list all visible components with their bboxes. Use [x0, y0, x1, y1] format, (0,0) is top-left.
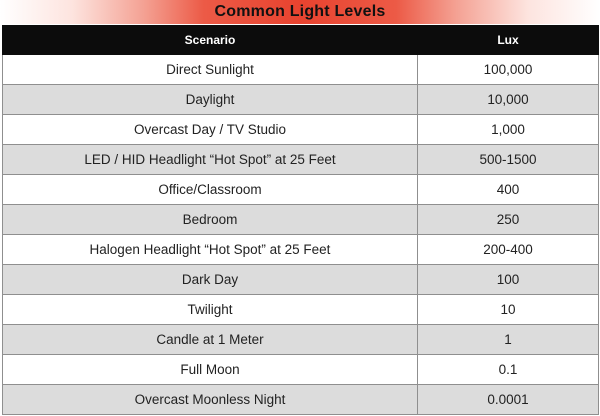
table-row [3, 295, 599, 325]
lux-cell: 250 [418, 205, 599, 235]
table-header [3, 26, 599, 55]
lux-cell: 400 [418, 175, 599, 205]
title-banner [0, 0, 600, 24]
table-row [3, 235, 599, 265]
scenario-cell: Full Moon [3, 355, 418, 385]
table-row [3, 355, 599, 385]
column-header-lux: Lux [418, 26, 599, 55]
table-row [3, 175, 599, 205]
lux-cell: 0.0001 [418, 385, 599, 415]
scenario-cell: Halogen Headlight “Hot Spot” at 25 Feet [3, 235, 418, 265]
scenario-cell: Office/Classroom [3, 175, 418, 205]
header-row [3, 26, 599, 55]
lux-cell: 100 [418, 265, 599, 295]
table-row [3, 145, 599, 175]
lux-cell: 200-400 [418, 235, 599, 265]
lux-cell: 10,000 [418, 85, 599, 115]
table-row [3, 265, 599, 295]
table-row [3, 205, 599, 235]
scenario-cell: Overcast Day / TV Studio [3, 115, 418, 145]
scenario-cell: Candle at 1 Meter [3, 325, 418, 355]
table-row [3, 385, 599, 415]
table-title: Common Light Levels [214, 3, 386, 20]
light-levels-table-container [2, 25, 598, 415]
column-header-scenario: Scenario [3, 26, 418, 55]
scenario-cell: Dark Day [3, 265, 418, 295]
lux-cell: 1,000 [418, 115, 599, 145]
lux-cell: 500-1500 [418, 145, 599, 175]
scenario-cell: Direct Sunlight [3, 55, 418, 85]
scenario-cell: Twilight [3, 295, 418, 325]
scenario-cell: LED / HID Headlight “Hot Spot” at 25 Feet [3, 145, 418, 175]
light-levels-table [2, 25, 599, 415]
lux-cell: 0.1 [418, 355, 599, 385]
table-body [3, 55, 599, 415]
scenario-cell: Daylight [3, 85, 418, 115]
table-row [3, 55, 599, 85]
table-row [3, 325, 599, 355]
scenario-cell: Overcast Moonless Night [3, 385, 418, 415]
lux-cell: 1 [418, 325, 599, 355]
lux-cell: 10 [418, 295, 599, 325]
table-row [3, 85, 599, 115]
lux-cell: 100,000 [418, 55, 599, 85]
table-row [3, 115, 599, 145]
scenario-cell: Bedroom [3, 205, 418, 235]
